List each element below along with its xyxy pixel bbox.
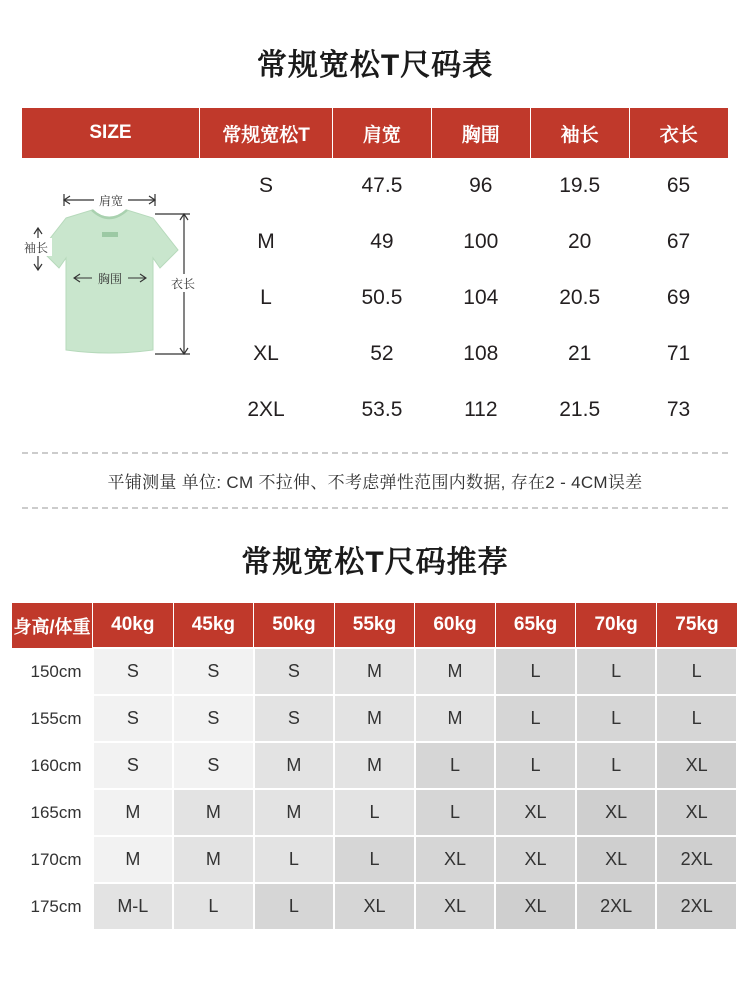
recommend-cell: M [334, 742, 415, 789]
recommend-cell: S [93, 742, 174, 789]
recommend-row-height-165: 165cm [12, 789, 93, 836]
size-chart-section [0, 108, 750, 438]
recommend-cell: L [495, 742, 576, 789]
recommend-cell: M [415, 695, 496, 742]
recommend-header-weight-45: 45kg [173, 603, 254, 648]
size-chart-cell-sleeve: 20 [568, 230, 592, 253]
svg-text:肩宽: 肩宽 [98, 194, 124, 208]
size-chart-cell-sleeve: 20.5 [559, 286, 601, 309]
recommend-header-weight-55: 55kg [334, 603, 415, 648]
recommend-cell: XL [656, 789, 737, 836]
recommend-cell: M-L [93, 883, 174, 930]
table-row [12, 742, 737, 789]
page-title-recommend: 常规宽松T尺码推荐 [241, 546, 509, 579]
measurement-note: 平铺测量 单位: CM 不拉伸、不考虑弹性范围内数据, 存在2 - 4CM误差 [22, 452, 728, 509]
recommend-cell: XL [656, 742, 737, 789]
recommend-cell: XL [495, 883, 576, 930]
page-title-size-chart: 常规宽松T尺码表 [256, 49, 494, 82]
recommend-cell: L [173, 883, 254, 930]
size-chart-cell-size: L [260, 286, 272, 309]
size-chart-header-model: 常规宽松T [200, 108, 333, 158]
recommend-cell: S [254, 648, 335, 695]
recommend-cell: XL [334, 883, 415, 930]
recommend-cell: L [656, 648, 737, 695]
recommend-cell: M [254, 742, 335, 789]
size-chart-cell-sleeve: 21.5 [559, 398, 601, 421]
recommend-cell: S [254, 695, 335, 742]
table-row [12, 836, 737, 883]
recommend-cell: XL [495, 789, 576, 836]
recommend-cell: 2XL [656, 883, 737, 930]
recommend-row-height-150: 150cm [12, 648, 93, 695]
size-chart-cell-size: 2XL [247, 398, 285, 421]
recommend-cell: L [254, 883, 335, 930]
recommend-cell: S [93, 695, 174, 742]
size-chart-header-chest: 胸围 [431, 108, 530, 158]
recommend-cell: L [415, 742, 496, 789]
size-chart-cell-shoulder: 52 [370, 342, 394, 365]
recommend-row-height-175: 175cm [12, 883, 93, 930]
table-row [12, 648, 737, 695]
recommend-cell: M [254, 789, 335, 836]
recommend-cell: M [93, 836, 174, 883]
recommend-cell: XL [415, 836, 496, 883]
recommend-cell: S [93, 648, 174, 695]
recommend-cell: L [576, 695, 657, 742]
recommend-cell: L [576, 742, 657, 789]
size-chart-cell-chest: 96 [469, 174, 493, 197]
size-chart-cell-size: XL [253, 342, 279, 365]
recommend-cell: M [173, 789, 254, 836]
size-chart-cell-shoulder: 53.5 [361, 398, 403, 421]
recommend-header-weight-75: 75kg [656, 603, 737, 648]
size-chart-cell-shoulder: 47.5 [361, 174, 403, 197]
recommend-cell: L [495, 648, 576, 695]
size-chart-cell-sleeve: 19.5 [559, 174, 601, 197]
recommend-cell: L [334, 789, 415, 836]
recommend-corner-label: 身高/体重 [12, 603, 93, 648]
size-chart-cell-chest: 104 [463, 286, 499, 309]
size-chart-cell-chest: 100 [463, 230, 499, 253]
size-chart-cell-length: 69 [666, 286, 691, 309]
size-chart-cell-length: 73 [666, 398, 691, 421]
recommend-cell: L [656, 695, 737, 742]
recommend-cell: XL [576, 836, 657, 883]
recommend-header-weight-40: 40kg [93, 603, 174, 648]
size-chart-cell-sleeve: 21 [568, 342, 592, 365]
size-chart-cell-size: S [258, 174, 273, 197]
recommend-cell: L [254, 836, 335, 883]
recommend-row-height-170: 170cm [12, 836, 93, 883]
size-chart-cell-length: 65 [666, 174, 691, 197]
size-chart-header-sleeve: 袖长 [530, 108, 629, 158]
tshirt-illustration [22, 174, 197, 454]
recommend-cell: M [93, 789, 174, 836]
size-chart-cell-chest: 108 [463, 342, 499, 365]
size-chart-cell-length: 67 [666, 230, 691, 253]
recommend-cell: S [173, 742, 254, 789]
recommend-cell: 2XL [656, 836, 737, 883]
size-chart-cell-shoulder: 49 [370, 230, 394, 253]
recommend-cell: S [173, 648, 254, 695]
table-row [12, 883, 737, 930]
svg-text:袖长: 袖长 [23, 241, 49, 255]
table-row [12, 789, 737, 836]
recommend-header-weight-70: 70kg [576, 603, 657, 648]
table-row [12, 695, 737, 742]
size-chart-header-length: 衣长 [629, 108, 728, 158]
recommend-cell: XL [576, 789, 657, 836]
recommend-cell: 2XL [576, 883, 657, 930]
recommend-row-height-155: 155cm [12, 695, 93, 742]
svg-text:衣长: 衣长 [170, 277, 196, 291]
size-chart-cell-chest: 112 [464, 398, 498, 421]
size-chart-cell-shoulder: 50.5 [361, 286, 403, 309]
recommend-cell: XL [415, 883, 496, 930]
recommend-header-row [12, 603, 737, 648]
size-chart-cell-size: M [257, 230, 275, 253]
recommend-section [0, 603, 750, 931]
recommend-cell: L [415, 789, 496, 836]
recommend-cell: S [173, 695, 254, 742]
recommend-table [12, 603, 738, 931]
recommend-cell: M [334, 695, 415, 742]
size-chart-cell-length: 71 [666, 342, 691, 365]
size-chart-header-size: SIZE [22, 108, 200, 158]
recommend-cell: M [415, 648, 496, 695]
recommend-cell: L [334, 836, 415, 883]
recommend-row-height-160: 160cm [12, 742, 93, 789]
svg-text:胸围: 胸围 [97, 272, 123, 286]
recommend-cell: M [334, 648, 415, 695]
size-chart-header-row [22, 108, 728, 158]
recommend-header-weight-60: 60kg [415, 603, 496, 648]
size-chart-header-shoulder: 肩宽 [333, 108, 432, 158]
recommend-header-weight-50: 50kg [254, 603, 335, 648]
recommend-cell: L [495, 695, 576, 742]
recommend-cell: XL [495, 836, 576, 883]
recommend-cell: L [576, 648, 657, 695]
recommend-cell: M [173, 836, 254, 883]
recommend-header-weight-65: 65kg [495, 603, 576, 648]
